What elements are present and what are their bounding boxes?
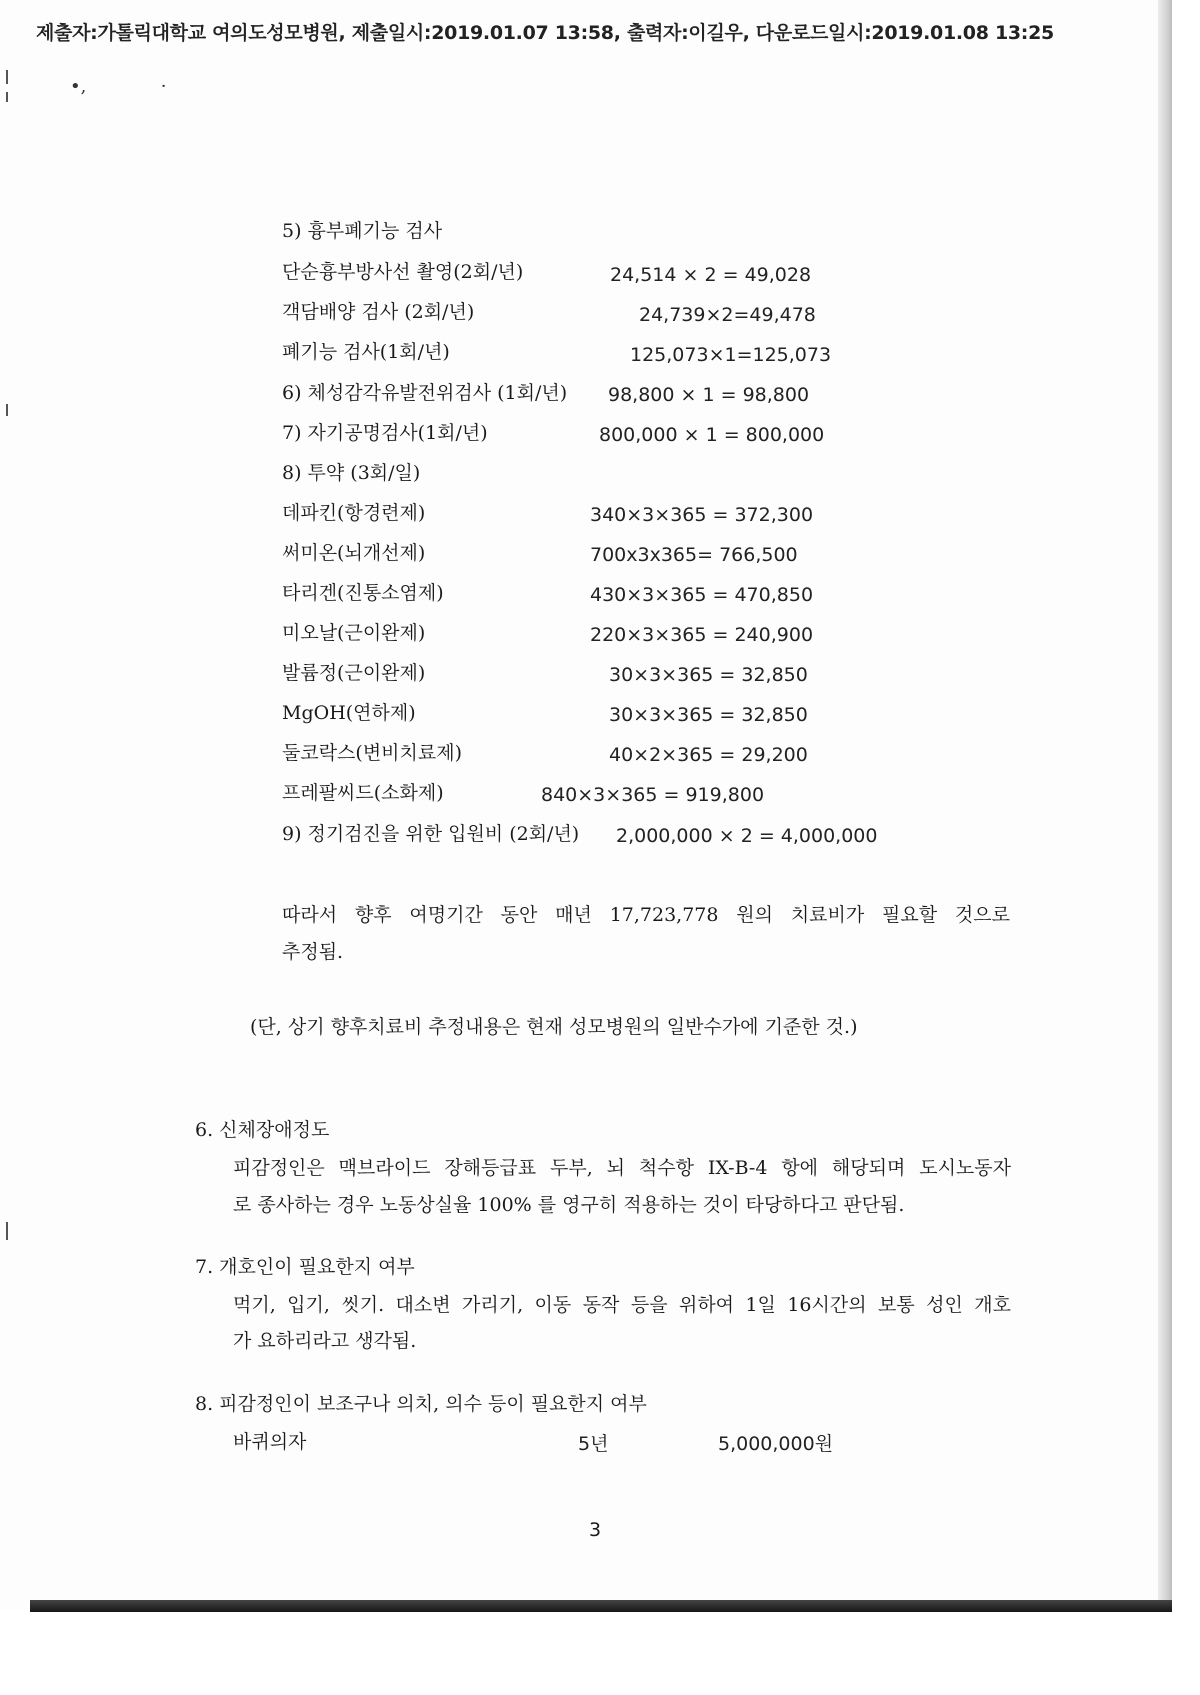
cost-item-calc: 125,073×1=125,073 xyxy=(630,344,832,366)
cost-item-calc: 24,739×2=49,478 xyxy=(639,304,816,326)
scan-speck: •, · xyxy=(70,76,167,97)
cost-item-label: 둘코락스(변비치료제) xyxy=(282,742,463,764)
page-number: 3 xyxy=(589,1519,602,1541)
cost-item-calc: 800,000 × 1 = 800,000 xyxy=(599,424,825,446)
cost-item-label: 미오날(근이완제) xyxy=(282,622,426,644)
section-6-text: 로 종사하는 경우 노동상실율 100% 를 영구히 적용하는 것이 타당하다고 판단됨. xyxy=(233,1194,905,1216)
cost-item-calc: 430×3×365 = 470,850 xyxy=(590,584,814,606)
cost-item-calc: 700x3x365= 766,500 xyxy=(590,544,798,566)
cost-item-label: 7) 자기공명검사(1회/년) xyxy=(282,422,488,444)
cost-item-calc: 840×3×365 = 919,800 xyxy=(541,784,765,806)
cost-item-calc: 24,514 × 2 = 49,028 xyxy=(610,264,812,286)
summary-note: (단, 상기 향후치료비 추정내용은 현재 성모병원의 일반수가에 기준한 것.) xyxy=(250,1016,858,1038)
cost-item-calc: 40×2×365 = 29,200 xyxy=(609,744,808,766)
cost-item-label: 발륨정(근이완제) xyxy=(282,662,426,684)
scan-right-edge xyxy=(1158,0,1172,1612)
section-7-text: 가 요하리라고 생각됨. xyxy=(233,1330,417,1352)
cost-item-label: 타리겐(진통소염제) xyxy=(282,582,444,604)
cost-item-calc: 340×3×365 = 372,300 xyxy=(590,504,814,526)
cost-item-label: 객담배양 검사 (2회/년) xyxy=(282,301,475,323)
aid-item: 바퀴의자 xyxy=(233,1431,307,1453)
cost-item-label: 5) 흉부폐기능 검사 xyxy=(282,220,443,242)
section-6-title: 6. 신체장애정도 xyxy=(195,1119,330,1141)
cost-item-calc: 2,000,000 × 2 = 4,000,000 xyxy=(616,825,878,847)
summary-line: 따라서 향후 여명기간 동안 매년 17,723,778 원의 치료비가 필요할 것으로 xyxy=(282,904,1010,926)
cost-item-calc: 30×3×365 = 32,850 xyxy=(609,704,808,726)
cost-item-calc: 30×3×365 = 32,850 xyxy=(609,664,808,686)
scan-mark xyxy=(6,70,8,84)
section-8-title: 8. 피감정인이 보조구나 의치, 의수 등이 필요한지 여부 xyxy=(195,1393,647,1415)
cost-item-label: 데파킨(항경련제) xyxy=(282,502,426,524)
section-7-title: 7. 개호인이 필요한지 여부 xyxy=(195,1256,415,1278)
cost-item-label: 폐기능 검사(1회/년) xyxy=(282,341,450,363)
cost-item-label: 프레팔씨드(소화제) xyxy=(282,782,444,804)
cost-item-label: 단순흉부방사선 촬영(2회/년) xyxy=(282,261,524,283)
summary-line: 추정됨. xyxy=(282,941,344,963)
cost-item-label: MgOH(연하제) xyxy=(282,702,416,724)
cost-item-label: 8) 투약 (3회/일) xyxy=(282,462,421,484)
download-header: 제출자:가톨릭대학교 여의도성모병원, 제출일시:2019.01.07 13:58, 출력자:이길우, 다운로드일시:2019.01.08 13:25 xyxy=(36,22,1054,44)
cost-item-calc: 98,800 × 1 = 98,800 xyxy=(608,384,810,406)
cost-item-label: 9) 정기검진을 위한 입원비 (2회/년) xyxy=(282,823,580,845)
section-7-text: 먹기, 입기, 씻기. 대소변 가리기, 이동 동작 등을 위하여 1일 16시간의 보통 성인 개호 xyxy=(233,1294,1011,1316)
scan-mark xyxy=(6,92,8,102)
scan-mark xyxy=(6,404,8,416)
scan-mark xyxy=(6,1222,8,1240)
scan-bottom-edge xyxy=(30,1600,1172,1612)
aid-period: 5년 xyxy=(578,1433,609,1455)
section-6-text: 피감정인은 맥브라이드 장해등급표 두부, 뇌 척수항 IX-B-4 항에 해당되며 도시노동자 xyxy=(233,1157,1011,1179)
cost-item-label: 써미온(뇌개선제) xyxy=(282,542,426,564)
cost-item-label: 6) 체성감각유발전위검사 (1회/년) xyxy=(282,382,568,404)
cost-item-calc: 220×3×365 = 240,900 xyxy=(590,624,814,646)
aid-cost: 5,000,000원 xyxy=(718,1433,834,1455)
